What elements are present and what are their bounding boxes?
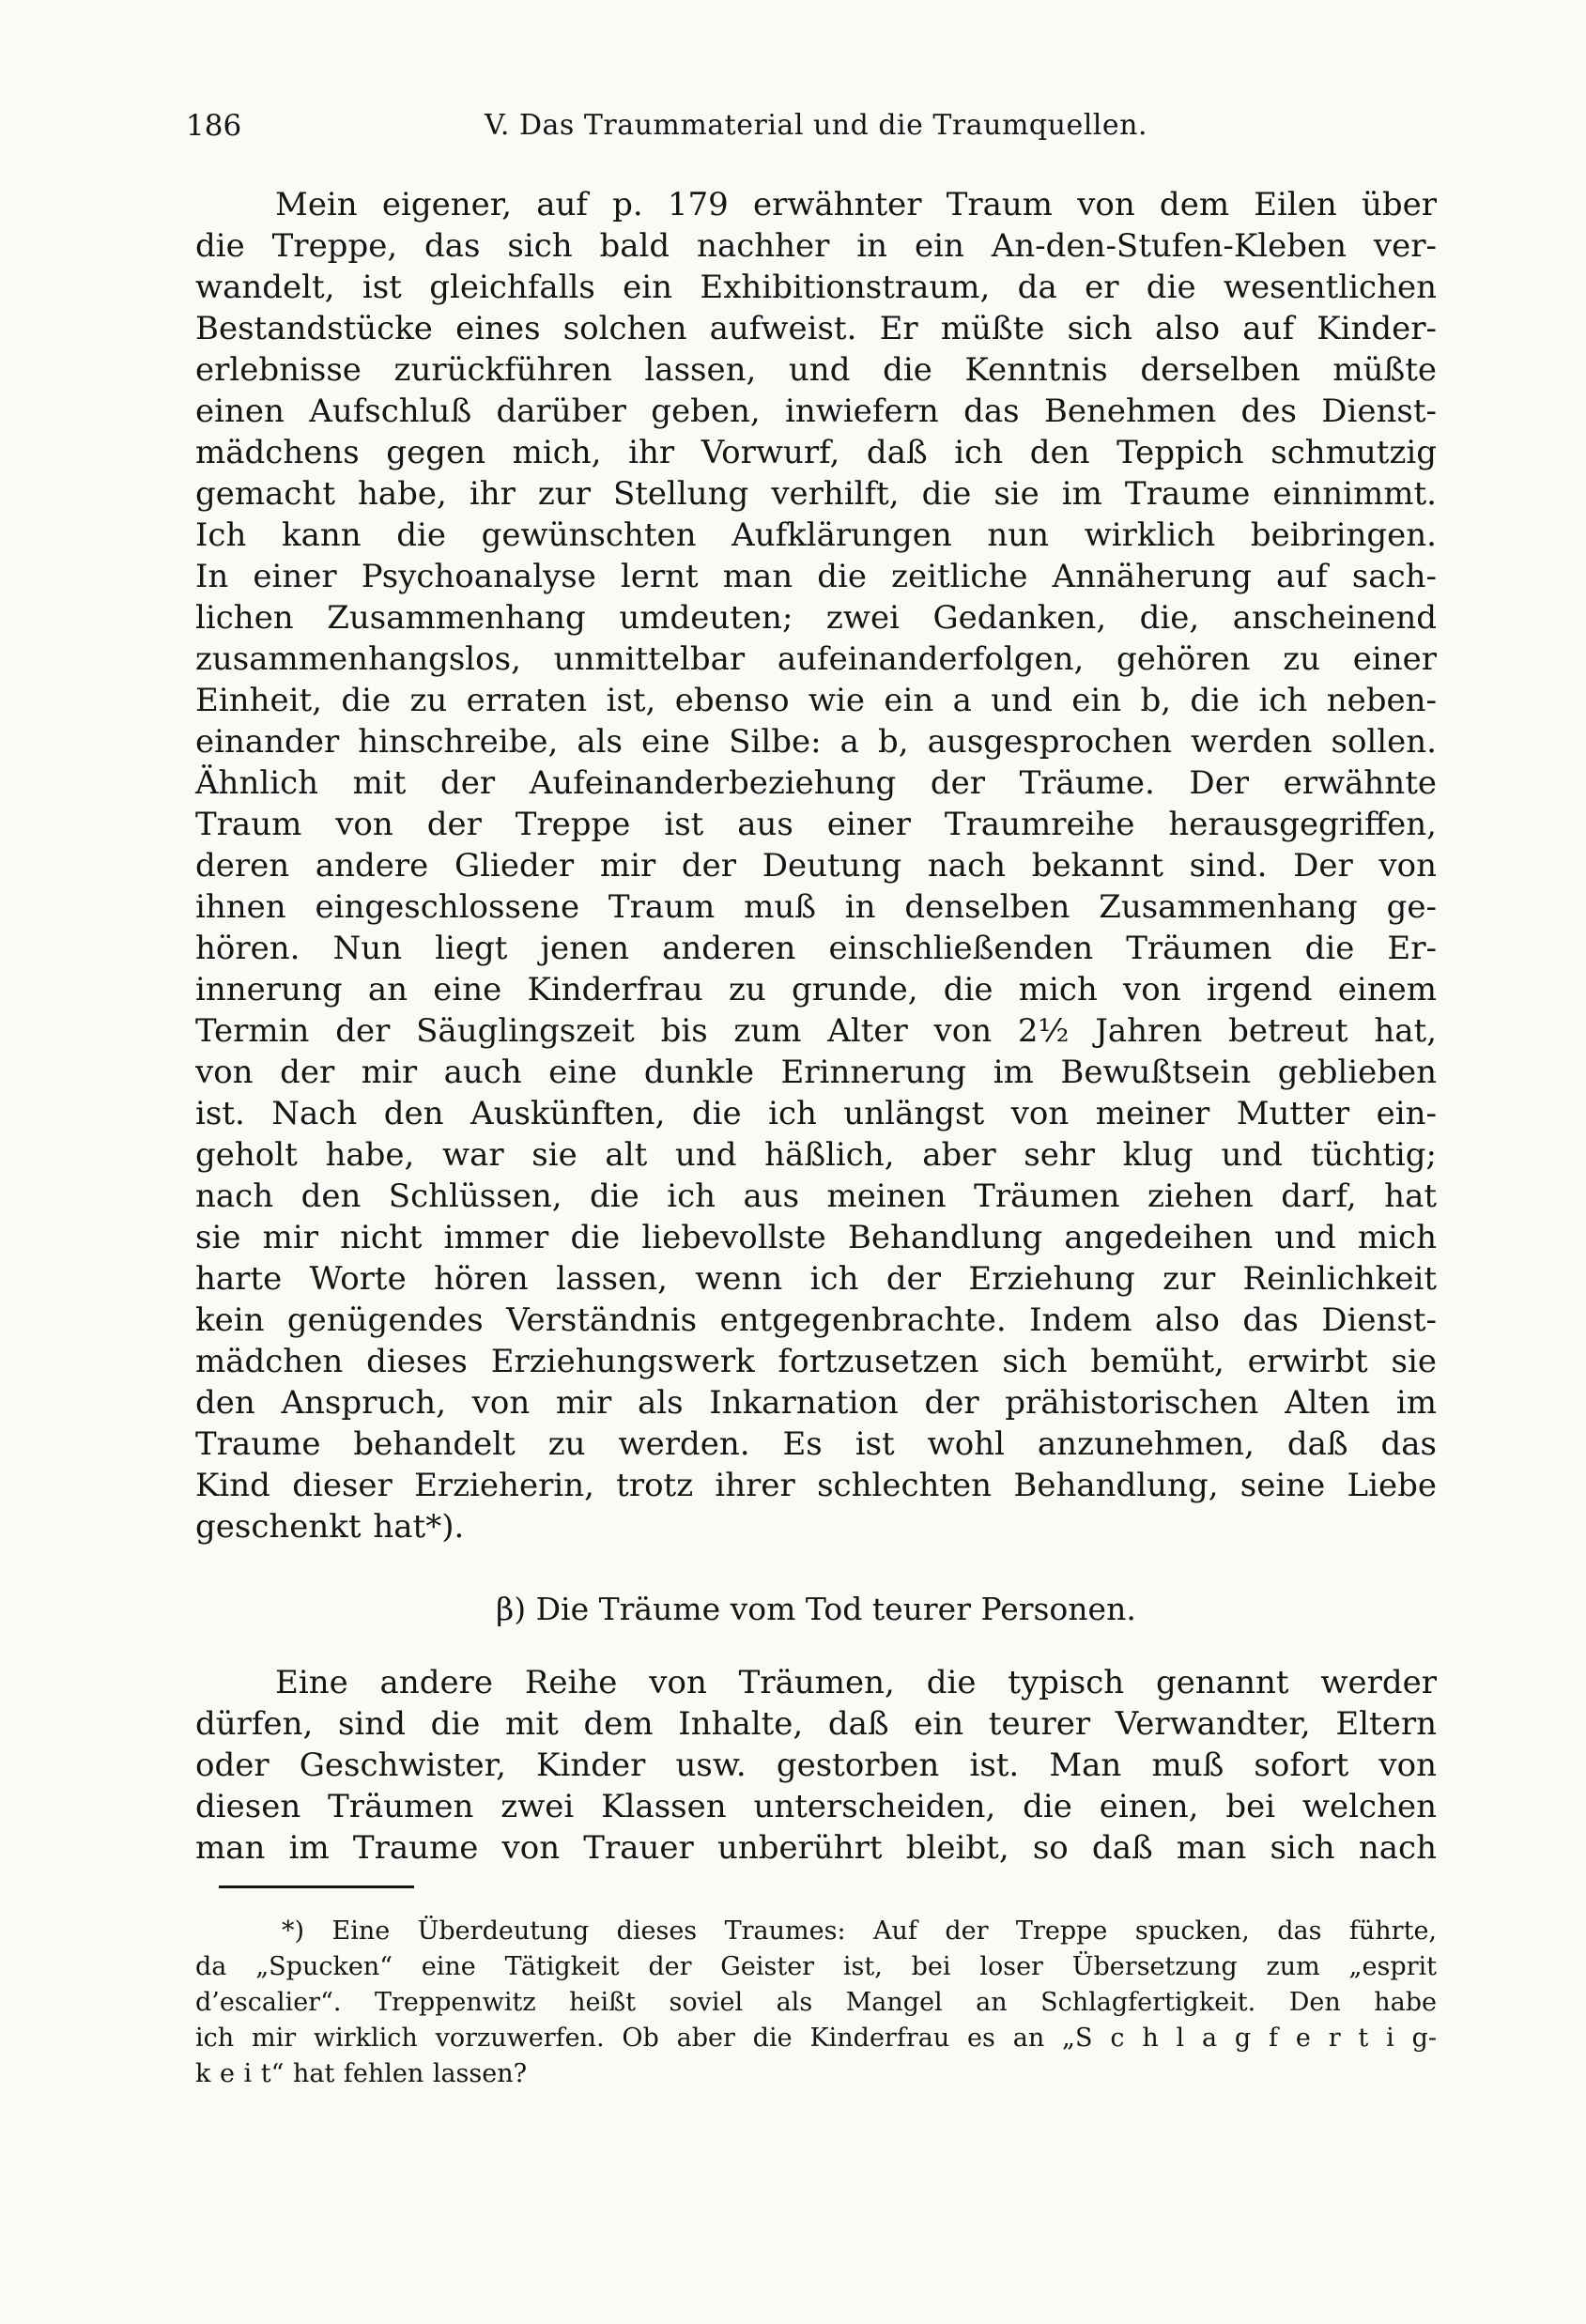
footnote xyxy=(195,1914,1437,2092)
text-line: hören. Nun liegt jenen anderen einschließenden Träumen die Er- xyxy=(195,930,1437,967)
text-line: sie mir nicht immer die liebevollste Behandlung angedeihen und mich xyxy=(195,1219,1437,1256)
text-line: ist. Nach den Auskünften, die ich unlängst von meiner Mutter ein- xyxy=(195,1095,1437,1132)
text-line: ihnen eingeschlossene Traum muß in denselben Zusammenhang ge- xyxy=(195,888,1437,926)
text-line: erlebnisse zurückführen lassen, und die Kenntnis derselben müßte xyxy=(195,351,1437,389)
text-line: Termin der Säuglingszeit bis zum Alter von 2½ Jahren betreut hat, xyxy=(195,1012,1437,1050)
text-line: kein genügendes Verständnis entgegenbrachte. Indem also das Dienst- xyxy=(195,1301,1437,1339)
section-heading: β) Die Träume vom Tod teurer Personen. xyxy=(496,1591,1136,1627)
text-line: mädchen dieses Erziehungswerk fortzusetzen sich bemüht, erwirbt sie xyxy=(195,1343,1437,1380)
text-line: oder Geschwister, Kinder usw. gestorben ist. Man muß sofort von xyxy=(195,1747,1437,1784)
text-line: diesen Träumen zwei Klassen unterscheiden, die einen, bei welchen xyxy=(195,1788,1437,1825)
chapter-title: V. Das Traummaterial und die Traumquellen. xyxy=(484,109,1148,142)
text-line: deren andere Glieder mir der Deutung nach bekannt sind. Der von xyxy=(195,847,1437,885)
text-line: lichen Zusammenhang umdeuten; zwei Gedanken, die, anscheinend xyxy=(195,599,1437,637)
text-line: Eine andere Reihe von Träumen, die typisch genannt werder xyxy=(275,1664,1437,1701)
body-paragraph-2 xyxy=(195,1662,1437,1869)
text-line: mädchens gegen mich, ihr Vorwurf, daß ich den Teppich schmutzig xyxy=(195,434,1437,471)
text-line: den Anspruch, von mir als Inkarnation der prähistorischen Alten im xyxy=(195,1384,1437,1422)
text-line: harte Worte hören lassen, wenn ich der Erziehung zur Reinlichkeit xyxy=(195,1260,1437,1298)
footnote-line: ich mir wirklich vorzuwerfen. Ob aber die Kinderfrau es an „S c h l a g f e r t i g- xyxy=(195,2024,1437,2053)
text-line: Traum von der Treppe ist aus einer Traumreihe herausgegriffen, xyxy=(195,806,1437,843)
text-line: Ich kann die gewünschten Aufklärungen nun wirklich beibringen. xyxy=(195,516,1437,554)
text-line: geholt habe, war sie alt und häßlich, aber sehr klug und tüchtig; xyxy=(195,1136,1437,1174)
text-line: einen Aufschluß darüber geben, inwiefern das Benehmen des Dienst- xyxy=(195,392,1437,430)
footnote-line: *) Eine Überdeutung dieses Traumes: Auf der Treppe spucken, das führte, xyxy=(282,1916,1437,1946)
footnote-line: da „Spucken“ eine Tätigkeit der Geister ist, bei loser Übersetzung zum „esprit xyxy=(195,1952,1437,1981)
text-line: man im Traume von Trauer unberührt bleibt, so daß man sich nach xyxy=(195,1829,1437,1867)
text-line: geschenkt hat*). xyxy=(195,1508,465,1546)
page-number: 186 xyxy=(186,109,242,143)
text-line: Bestandstücke eines solchen aufweist. Er müßte sich also auf Kinder- xyxy=(195,310,1437,347)
text-line: wandelt, ist gleichfalls ein Exhibitionstraum, da er die wesentlichen xyxy=(195,269,1437,306)
text-line: dürfen, sind die mit dem Inhalte, daß ein teurer Verwandter, Eltern xyxy=(195,1705,1437,1743)
text-line: zusammenhangslos, unmittelbar aufeinanderfolgen, gehören zu einer xyxy=(195,640,1437,678)
text-line: gemacht habe, ihr zur Stellung verhilft, die sie im Traume einnimmt. xyxy=(195,475,1437,513)
text-line: von der mir auch eine dunkle Erinnerung im Bewußtsein geblieben xyxy=(195,1054,1437,1091)
text-line: einander hinschreibe, als eine Silbe: a b, ausgesprochen werden sollen. xyxy=(195,723,1437,761)
text-line: Ähnlich mit der Aufeinanderbeziehung der Träume. Der erwähnte xyxy=(195,764,1437,802)
text-line: Einheit, die zu erraten ist, ebenso wie ein a und ein b, die ich neben- xyxy=(195,682,1437,719)
text-line: Traume behandelt zu werden. Es ist wohl anzunehmen, daß das xyxy=(195,1425,1437,1463)
text-line: Kind dieser Erzieherin, trotz ihrer schlechten Behandlung, seine Liebe xyxy=(195,1467,1437,1504)
text-line: In einer Psychoanalyse lernt man die zeitliche Annäherung auf sach- xyxy=(195,558,1437,595)
text-line: Mein eigener, auf p. 179 erwähnter Traum von dem Eilen über xyxy=(275,186,1437,223)
running-header xyxy=(186,105,1437,146)
footnote-line: d’escalier“. Treppenwitz heißt soviel als Mangel an Schlagfertigkeit. Den habe xyxy=(195,1988,1437,2017)
body-paragraph-1 xyxy=(195,184,1437,1547)
footnote-line: k e i t“ hat fehlen lassen? xyxy=(195,2059,528,2088)
text-line: die Treppe, das sich bald nachher in ein An-den-Stufen-Kleben ver- xyxy=(195,227,1437,265)
text-line: nach den Schlüssen, die ich aus meinen Träumen ziehen darf, hat xyxy=(195,1177,1437,1215)
text-line: innerung an eine Kinderfrau zu grunde, die mich von irgend einem xyxy=(195,971,1437,1008)
footnote-separator-rule xyxy=(219,1885,414,1888)
